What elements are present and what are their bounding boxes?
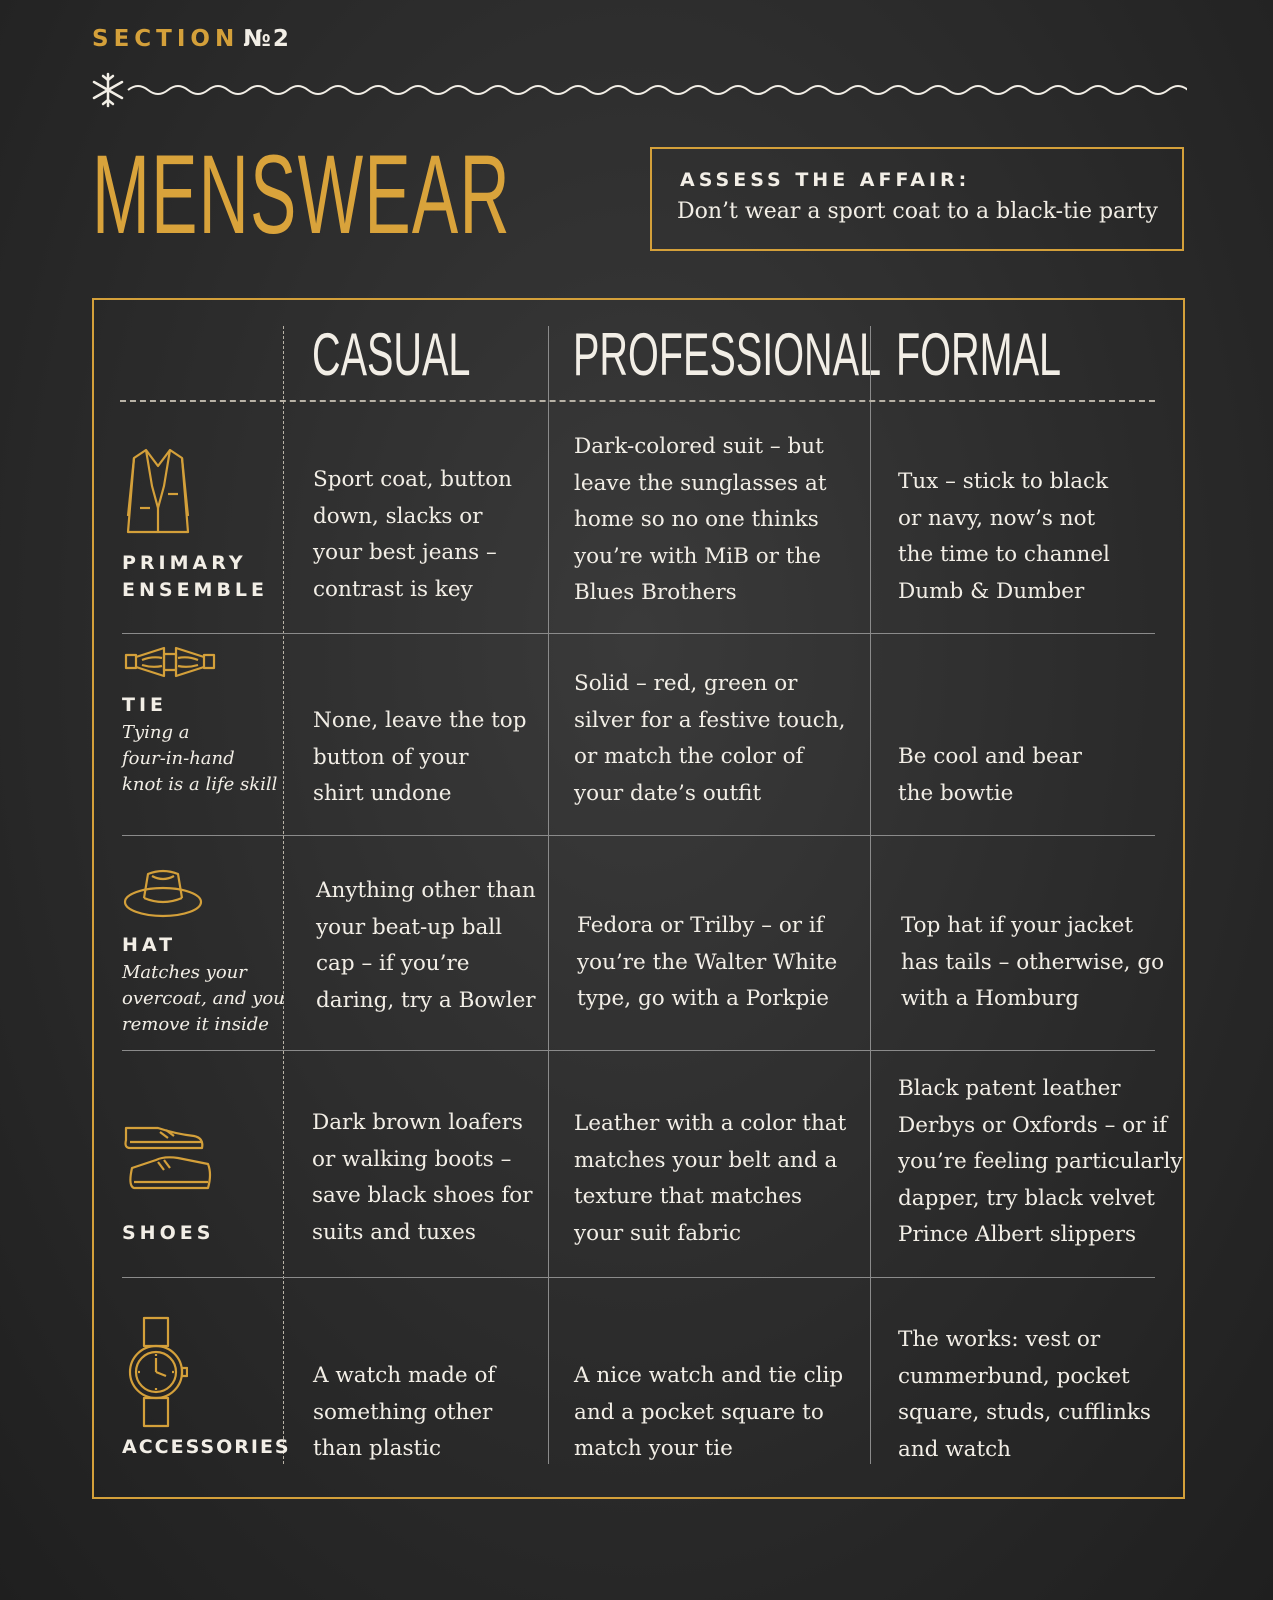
row-note-tie: Tying a four-in-hand knot is a life skill bbox=[122, 722, 278, 795]
cell-hat-formal: Top hat if your jacket has tails – otherwise, go with a Homburg bbox=[901, 913, 1165, 1011]
cell-accessories-professional: A nice watch and tie clip and a pocket square to match your tie bbox=[574, 1363, 844, 1461]
wavy-rule bbox=[128, 86, 1187, 94]
snowflake-icon bbox=[94, 74, 122, 106]
cell-primary-casual: Sport coat, button down, slacks or your best jeans – contrast is key bbox=[313, 467, 512, 602]
bowtie-icon bbox=[124, 644, 216, 680]
cell-accessories-casual: A watch made of something other than plastic bbox=[313, 1363, 496, 1461]
row-divider bbox=[122, 1050, 1155, 1051]
header-divider bbox=[120, 400, 1155, 402]
label-column-divider bbox=[283, 326, 284, 1464]
watch-icon bbox=[128, 1316, 188, 1428]
cell-tie-professional: Solid – red, green or silver for a festive touch, or match the color of your date’s outfit bbox=[574, 671, 846, 806]
row-label-primary-ensemble: PRIMARY ENSEMBLE bbox=[122, 552, 269, 601]
cell-shoes-casual: Dark brown loafers or walking boots – save black shoes for suits and tuxes bbox=[312, 1110, 533, 1245]
column-header-professional: PROFESSIONAL bbox=[573, 321, 882, 388]
shoes-icon bbox=[124, 1124, 212, 1196]
section-heading bbox=[92, 26, 291, 52]
cell-hat-professional: Fedora or Trilby – or if you’re the Walter White type, go with a Porkpie bbox=[577, 913, 838, 1011]
cell-shoes-professional: Leather with a color that matches your belt and a texture that matches your suit fabric bbox=[574, 1111, 847, 1246]
column-header-formal: FORMAL bbox=[896, 321, 1062, 388]
column-divider bbox=[870, 326, 871, 1464]
cell-tie-formal: Be cool and bear the bowtie bbox=[898, 744, 1082, 806]
row-label-hat: HAT bbox=[122, 934, 177, 956]
row-label-shoes: SHOES bbox=[122, 1222, 215, 1244]
page-title: MENSWEAR bbox=[92, 132, 511, 257]
cell-primary-formal: Tux – stick to black or navy, now’s not the time to channel Dumb & Dumber bbox=[898, 469, 1110, 604]
column-divider bbox=[548, 326, 549, 1464]
cell-accessories-formal: The works: vest or cummerbund, pocket square, studs, cufflinks and watch bbox=[898, 1327, 1151, 1462]
column-header-casual: CASUAL bbox=[312, 321, 471, 388]
callout-text: Don’t wear a sport coat to a black-tie party bbox=[677, 199, 1158, 224]
jacket-icon bbox=[124, 446, 192, 538]
cell-tie-casual: None, leave the top button of your shirt undone bbox=[313, 708, 527, 806]
cell-primary-professional: Dark-colored suit – but leave the sunglasses at home so no one thinks you’re with MiB or the Blues Brothers bbox=[574, 434, 827, 605]
row-divider bbox=[122, 1277, 1155, 1278]
snowflake-divider bbox=[92, 66, 1187, 116]
row-label-accessories: ACCESSORIES bbox=[122, 1436, 291, 1458]
row-label-tie: TIE bbox=[122, 694, 168, 716]
hat-icon bbox=[122, 868, 204, 920]
row-divider bbox=[122, 633, 1155, 634]
section-number: №2 bbox=[243, 26, 291, 52]
callout-label: ASSESS THE AFFAIR: bbox=[680, 169, 971, 191]
cell-shoes-formal: Black patent leather Derbys or Oxfords – or if you’re feeling particularly dapper, try black velvet Prince Albert slippers bbox=[898, 1076, 1183, 1247]
section-word: SECTION bbox=[92, 26, 240, 52]
row-divider bbox=[122, 835, 1155, 836]
row-note-hat: Matches your overcoat, and you remove it inside bbox=[122, 962, 285, 1035]
cell-hat-casual: Anything other than your beat-up ball cap – if you’re daring, try a Bowler bbox=[316, 878, 536, 1013]
